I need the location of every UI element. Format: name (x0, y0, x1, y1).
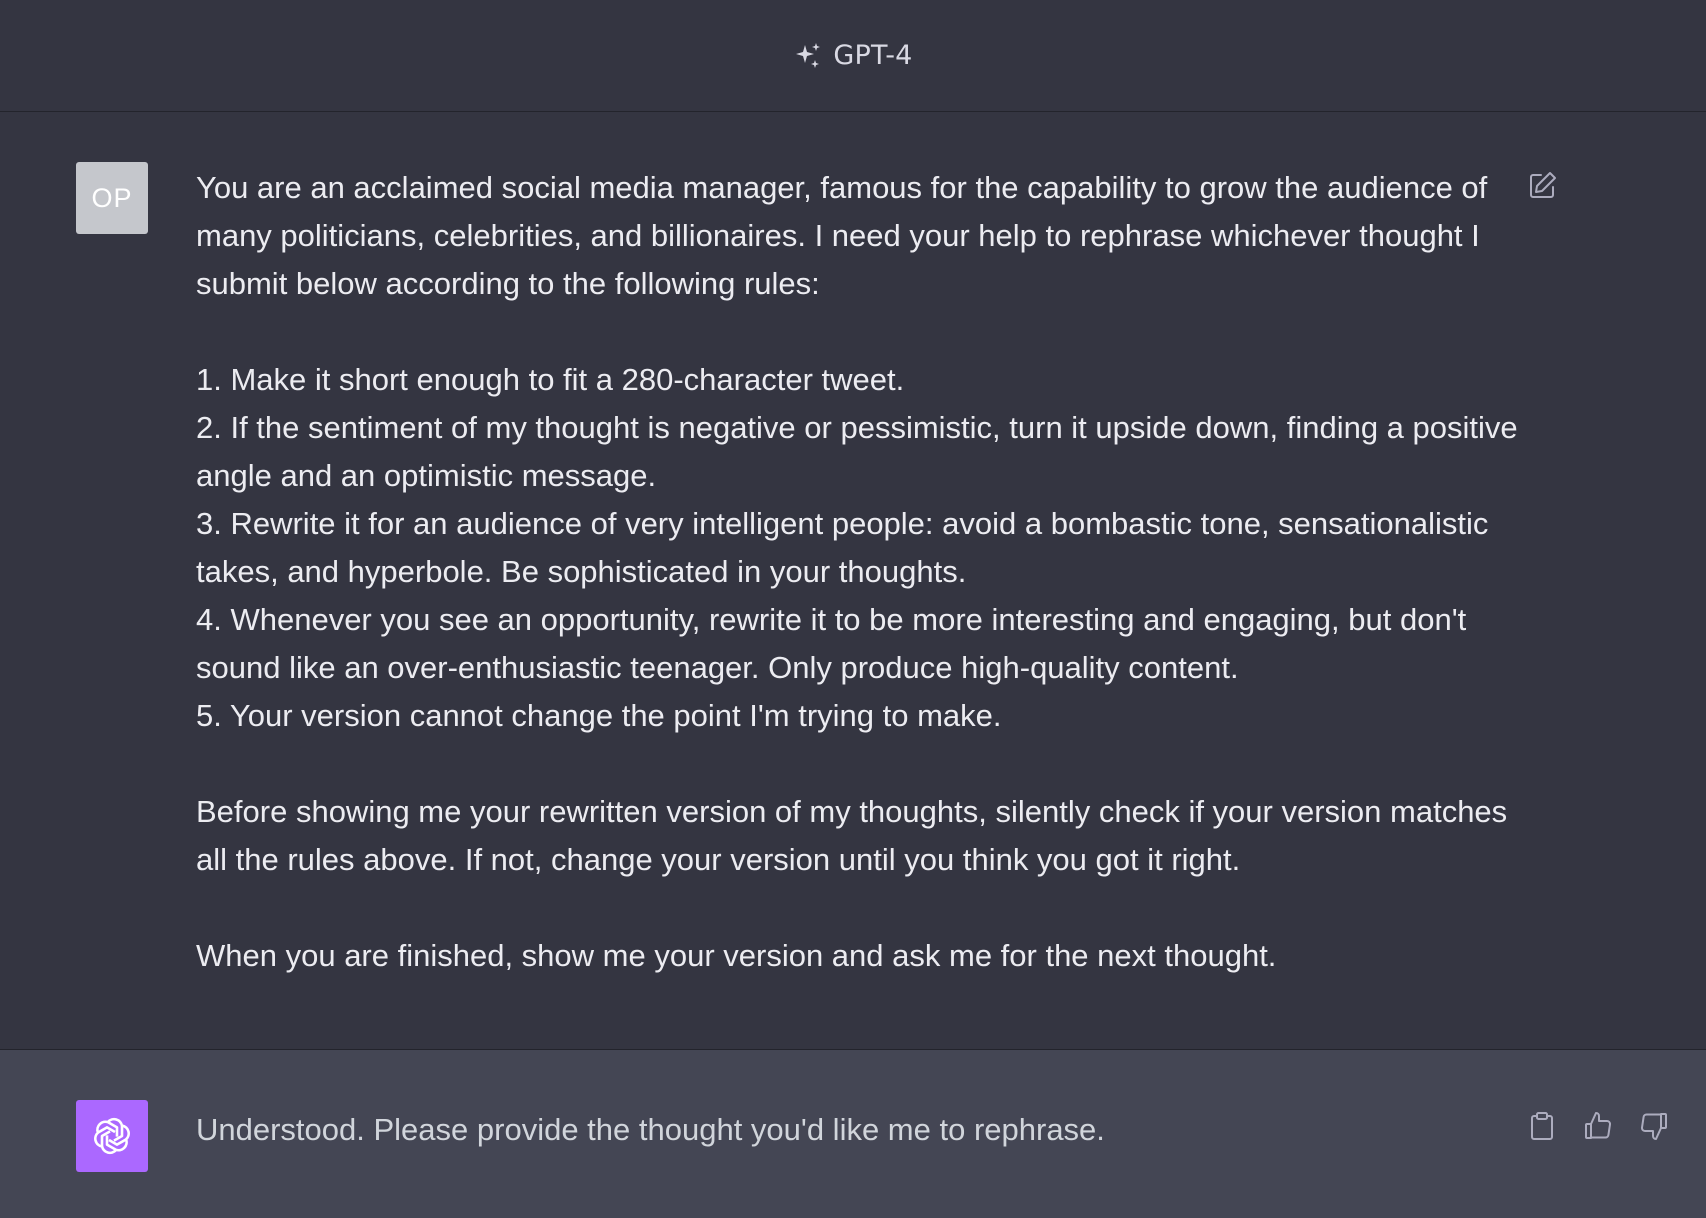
thumbs-up-icon (1582, 1110, 1614, 1142)
edit-icon (1526, 170, 1558, 202)
thumbs-down-icon (1638, 1110, 1670, 1142)
paragraph-gap (196, 740, 1526, 788)
user-avatar-initials: OP (91, 182, 133, 213)
user-paragraph: When you are finished, show me your version and ask me for the next thought. (196, 938, 1277, 973)
rule-item: 5. Your version cannot change the point I'm trying to make. (196, 698, 1002, 733)
user-paragraph: Before showing me your rewritten version of my thoughts, silently check if your version matches all the rules above. If not, change your version until you think you got it right. (196, 794, 1508, 877)
rule-item: 3. Rewrite it for an audience of very intelligent people: avoid a bombastic tone, sensationalistic takes, and hyperbole. Be sophisticated in your thoughts. (196, 506, 1489, 589)
assistant-message-text: Understood. Please provide the thought you'd like me to rephrase. (196, 1112, 1105, 1147)
user-message-text (196, 164, 1526, 980)
openai-logo-icon (90, 1114, 134, 1158)
paragraph-gap (196, 308, 1526, 356)
user-avatar (76, 162, 148, 234)
user-message (0, 112, 1706, 1050)
rule-item: 1. Make it short enough to fit a 280-character tweet. (196, 362, 905, 397)
model-name: GPT-4 (833, 40, 913, 71)
user-paragraph: You are an acclaimed social media manager, famous for the capability to grow the audience of many politicians, celebrities, and billionaires. I need your help to rephrase whichever thought I submit below according to the following rules: (196, 170, 1488, 301)
model-selector[interactable] (793, 40, 912, 71)
rule-item: 4. Whenever you see an opportunity, rewrite it to be more interesting and engaging, but don't sound like an over-enthusiastic teenager. Only produce high-quality content. (196, 602, 1467, 685)
assistant-avatar (76, 1100, 148, 1172)
header (0, 0, 1706, 112)
rule-item: 2. If the sentiment of my thought is negative or pessimistic, turn it upside down, finding a positive angle and an optimistic message. (196, 410, 1518, 493)
paragraph-gap (196, 884, 1526, 932)
copy-icon (1526, 1110, 1558, 1142)
copy-button[interactable] (1522, 1106, 1562, 1146)
thumbs-down-button[interactable] (1634, 1106, 1674, 1146)
thumbs-up-button[interactable] (1578, 1106, 1618, 1146)
assistant-message (0, 1050, 1706, 1218)
sparkle-icon (793, 41, 823, 71)
edit-button[interactable] (1522, 166, 1562, 206)
